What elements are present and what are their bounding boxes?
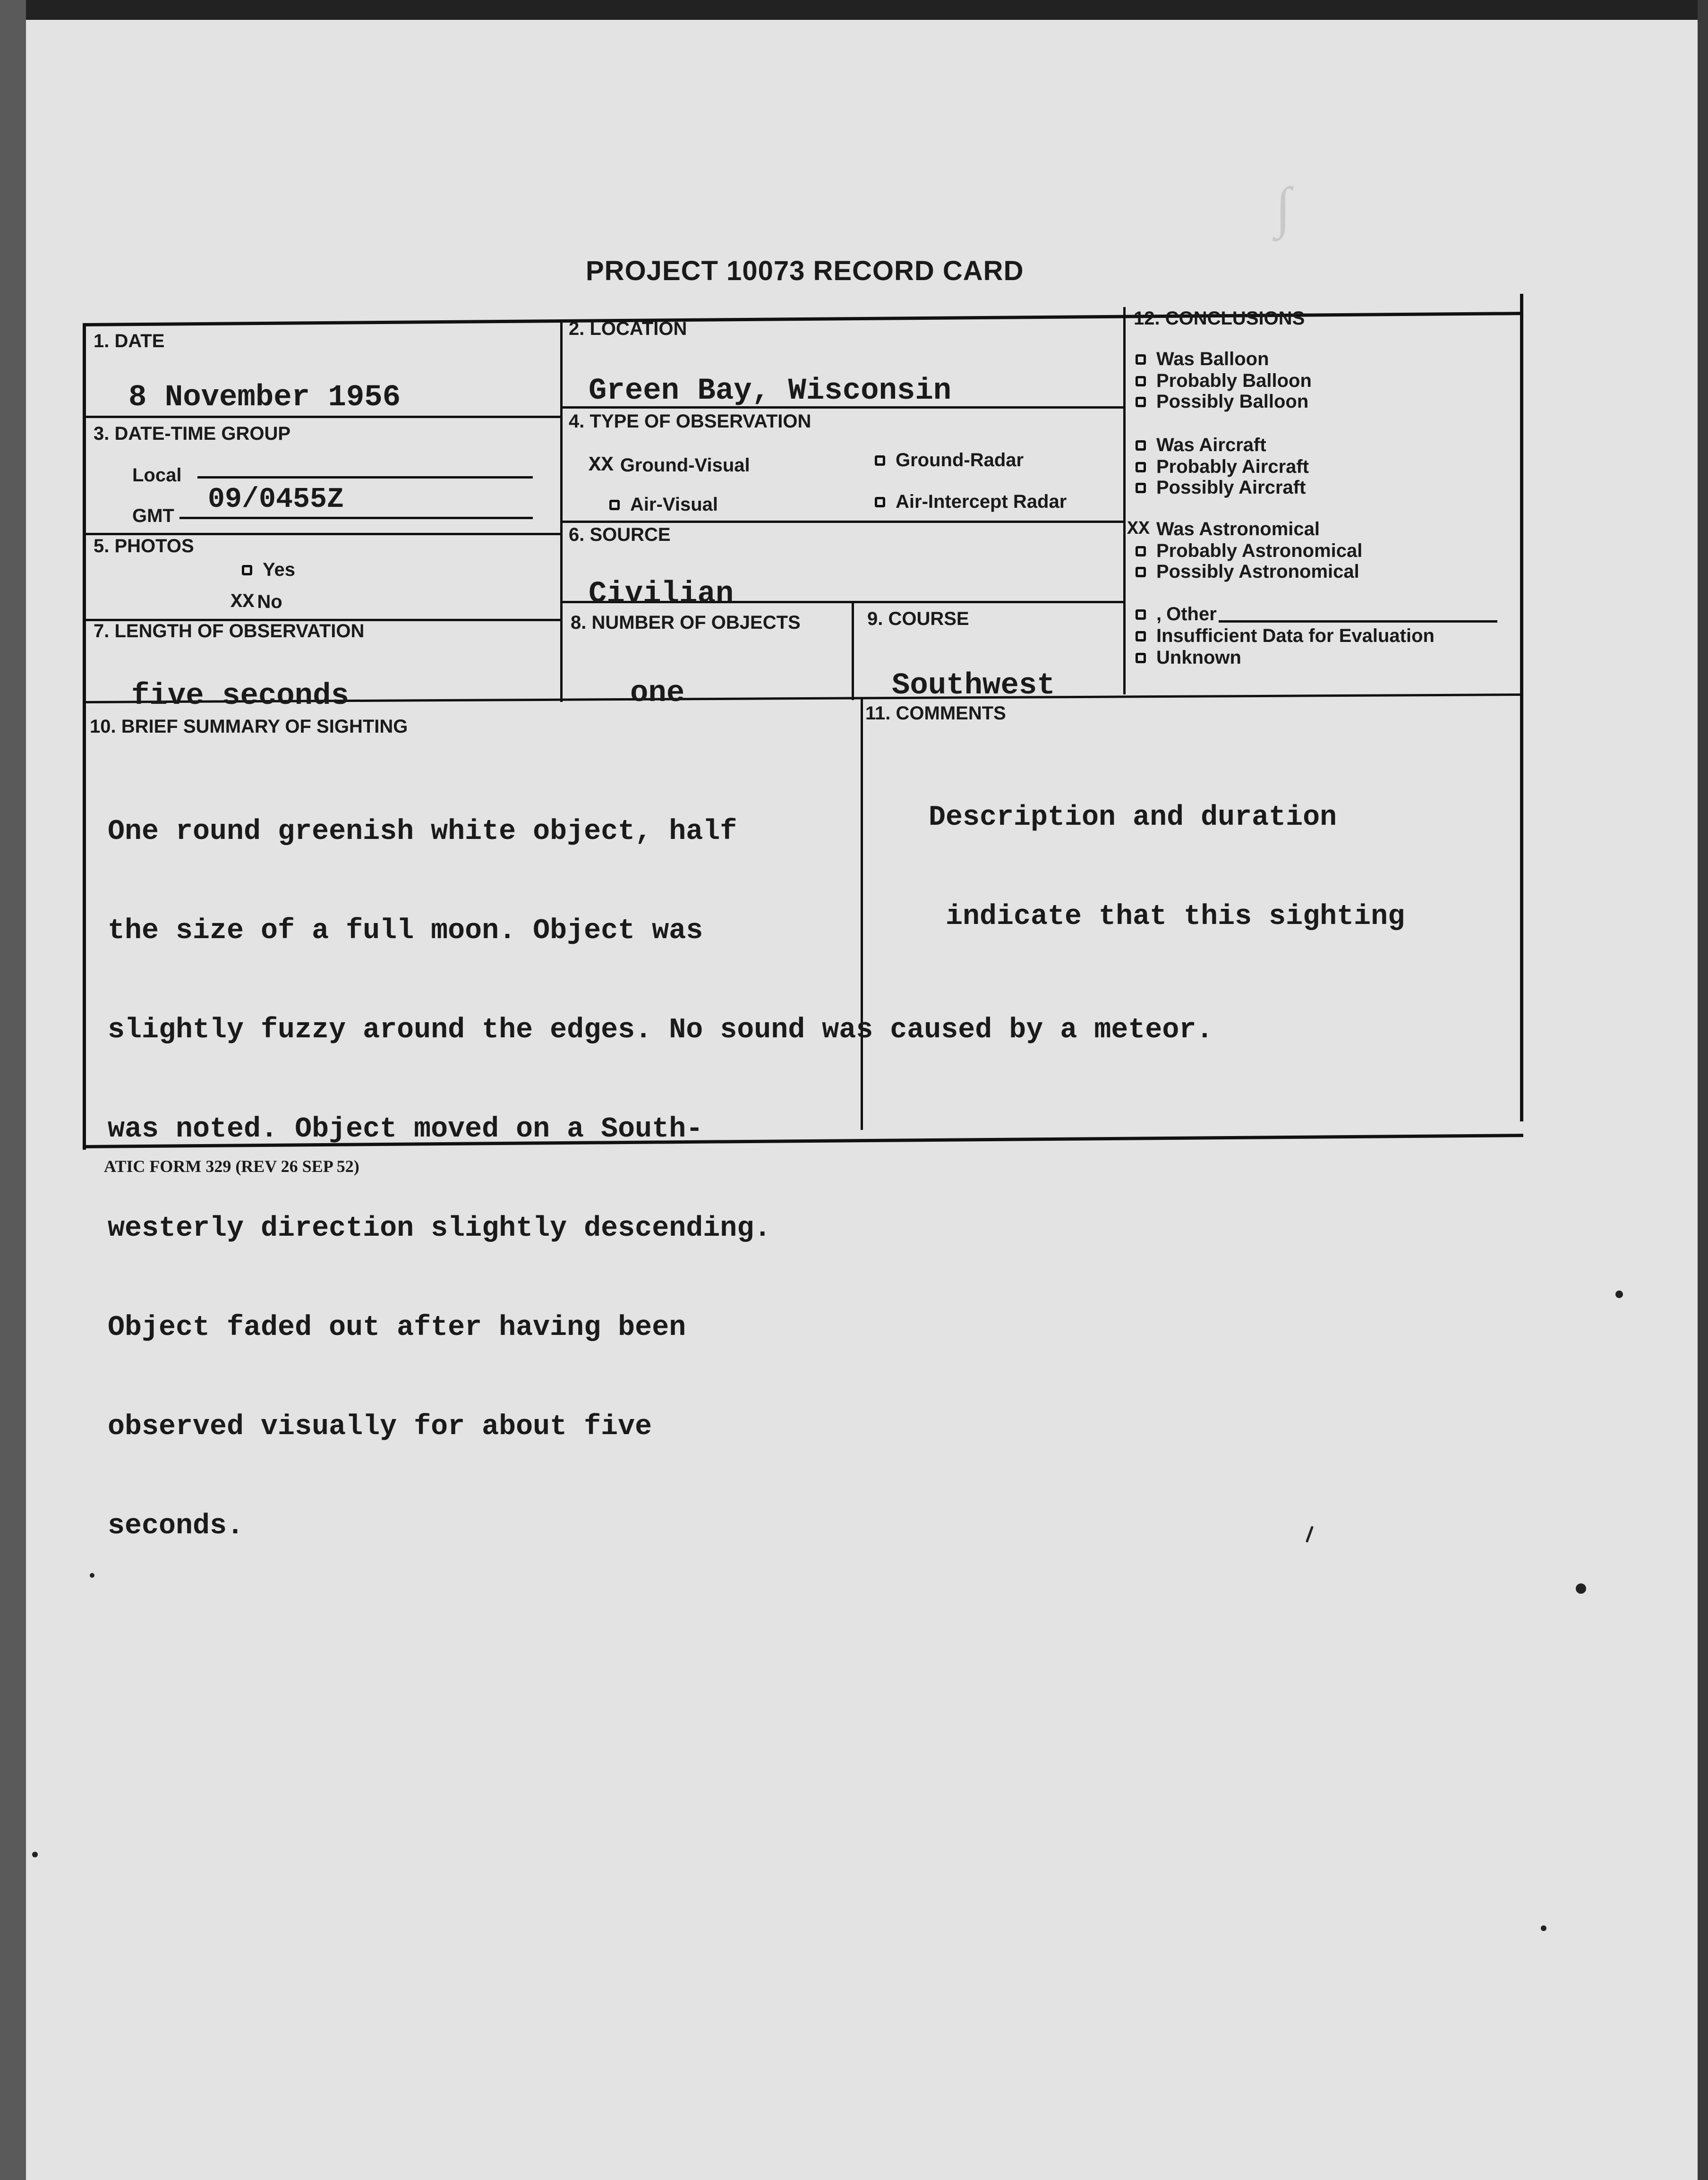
conclusion-label: Was Balloon [1156, 349, 1269, 369]
ground-visual-label: Ground-Visual [620, 454, 750, 476]
conclusion-comma: , [1156, 604, 1162, 624]
scan-speck [90, 1573, 94, 1578]
comments-label: 11. COMMENTS [865, 703, 1006, 724]
conclusion-other[interactable] [1136, 604, 1497, 625]
divider-v-1 [560, 319, 563, 702]
summary-line: seconds. [108, 1510, 244, 1542]
conclusion-label: Possibly Balloon [1156, 391, 1309, 412]
air-visual-checkbox[interactable] [609, 500, 620, 510]
divider-h-dtg [84, 533, 561, 535]
comments-text [929, 735, 1405, 1000]
conclusion-unknown[interactable] [1136, 647, 1241, 668]
summary-line: observed visually for about five [108, 1411, 652, 1443]
conclusion-mark: XX [1127, 519, 1150, 540]
conclusion-checkbox[interactable] [1136, 440, 1146, 451]
photos-yes-checkbox[interactable] [242, 565, 252, 575]
course-value: Southwest [892, 669, 1055, 703]
type-option-air-visual[interactable] [609, 494, 718, 515]
scan-speck [32, 1852, 38, 1857]
location-label: 2. LOCATION [569, 318, 687, 339]
conclusion-probably-balloon[interactable] [1136, 370, 1312, 392]
other-underline [1219, 620, 1497, 623]
frame-top [83, 312, 1523, 326]
conclusion-label: Unknown [1156, 647, 1241, 668]
card-title: PROJECT 10073 RECORD CARD [586, 256, 1024, 286]
conclusion-checkbox[interactable] [1136, 653, 1146, 663]
conclusion-checkbox[interactable] [1136, 567, 1146, 577]
summary-line: the size of a full moon. Object was [108, 915, 703, 947]
ground-visual-mark: XX [589, 453, 614, 477]
photos-yes-label: Yes [263, 559, 295, 580]
frame-right [1520, 294, 1523, 1121]
conclusion-probably-astronomical[interactable] [1136, 540, 1362, 562]
conclusion-was-astronomical[interactable] [1127, 519, 1320, 540]
conclusion-probably-aircraft[interactable] [1136, 456, 1309, 478]
length-label: 7. LENGTH OF OBSERVATION [94, 621, 365, 641]
type-option-air-intercept-radar[interactable] [875, 491, 1067, 513]
location-value: Green Bay, Wisconsin [589, 374, 952, 408]
conclusion-was-aircraft[interactable] [1136, 435, 1266, 456]
local-label: Local [132, 465, 182, 486]
bleed-through-mark: ∫ [1275, 176, 1291, 239]
objects-value: one [630, 676, 685, 710]
summary-line: Object faded out after having been [108, 1312, 686, 1344]
conclusion-checkbox[interactable] [1136, 354, 1146, 365]
conclusion-checkbox[interactable] [1136, 397, 1146, 407]
photos-label: 5. PHOTOS [94, 536, 194, 556]
type-option-ground-visual[interactable] [589, 453, 750, 477]
summary-line: was noted. Object moved on a South- [108, 1113, 703, 1146]
conclusion-label: Was Aircraft [1156, 435, 1266, 455]
divider-h-type [561, 521, 1126, 523]
conclusion-insufficient-data[interactable] [1136, 625, 1435, 647]
conclusion-label: Probably Balloon [1156, 370, 1312, 391]
summary-line: One round greenish white object, half [108, 816, 737, 848]
conclusion-checkbox[interactable] [1136, 376, 1146, 386]
gmt-underline [179, 517, 533, 519]
frame-left [83, 323, 86, 1150]
date-value: 8 November 1956 [128, 381, 401, 415]
conclusion-possibly-astronomical[interactable] [1136, 561, 1359, 582]
gmt-label: GMT [132, 505, 174, 526]
conclusion-checkbox[interactable] [1136, 609, 1146, 620]
course-label: 9. COURSE [867, 608, 969, 629]
type-label: 4. TYPE OF OBSERVATION [569, 411, 811, 432]
conclusion-possibly-balloon[interactable] [1136, 391, 1308, 412]
air-intercept-radar-checkbox[interactable] [875, 497, 885, 507]
divider-v-course [852, 601, 854, 700]
conclusion-checkbox[interactable] [1136, 546, 1146, 556]
conclusion-label: Other [1166, 604, 1217, 624]
conclusion-checkbox[interactable] [1136, 483, 1146, 493]
air-visual-label: Air-Visual [630, 494, 718, 515]
divider-v-conclusions [1123, 307, 1126, 694]
summary-line: slightly fuzzy around the edges. No sound was caused by a meteor. [108, 1014, 1213, 1046]
local-underline [197, 476, 533, 479]
air-intercept-radar-label: Air-Intercept Radar [896, 491, 1067, 512]
type-option-ground-radar[interactable] [875, 450, 1024, 471]
dtg-label: 3. DATE-TIME GROUP [94, 423, 291, 444]
comments-line: indicate that this sighting [929, 901, 1405, 933]
conclusion-checkbox[interactable] [1136, 631, 1146, 641]
conclusion-label: Insufficient Data for Evaluation [1156, 625, 1435, 646]
length-value: five seconds [131, 679, 349, 713]
date-label: 1. DATE [94, 331, 165, 351]
conclusion-checkbox[interactable] [1136, 462, 1146, 472]
conclusion-label: Possibly Aircraft [1156, 477, 1306, 498]
conclusion-label: Probably Astronomical [1156, 540, 1363, 561]
photos-option-no[interactable] [231, 590, 282, 613]
scan-speck [1541, 1925, 1546, 1931]
conclusion-label: Possibly Astronomical [1156, 561, 1359, 582]
source-value: Civilian [589, 577, 734, 611]
conclusion-label: Probably Aircraft [1156, 456, 1309, 477]
form-id: ATIC FORM 329 (REV 26 SEP 52) [104, 1157, 359, 1176]
photos-no-label: No [257, 591, 282, 612]
objects-label: 8. NUMBER OF OBJECTS [571, 612, 801, 633]
ground-radar-checkbox[interactable] [875, 455, 885, 466]
comments-line: Description and duration [929, 802, 1337, 834]
scan-speck [1615, 1291, 1623, 1298]
scan-speck [1576, 1583, 1586, 1594]
photos-option-yes[interactable] [242, 559, 295, 581]
conclusion-label: Was Astronomical [1156, 519, 1320, 539]
source-label: 6. SOURCE [569, 524, 671, 545]
conclusions-label: 12. CONCLUSIONS [1134, 308, 1305, 329]
summary-line: westerly direction slightly descending. [108, 1213, 771, 1245]
conclusion-was-balloon[interactable] [1136, 349, 1269, 370]
summary-label: 10. BRIEF SUMMARY OF SIGHTING [90, 716, 408, 737]
conclusion-possibly-aircraft[interactable] [1136, 477, 1306, 498]
gmt-value: 09/0455Z [208, 484, 344, 516]
photos-no-mark: XX [231, 590, 255, 613]
divider-h-date [84, 416, 561, 418]
ground-radar-label: Ground-Radar [896, 450, 1024, 470]
